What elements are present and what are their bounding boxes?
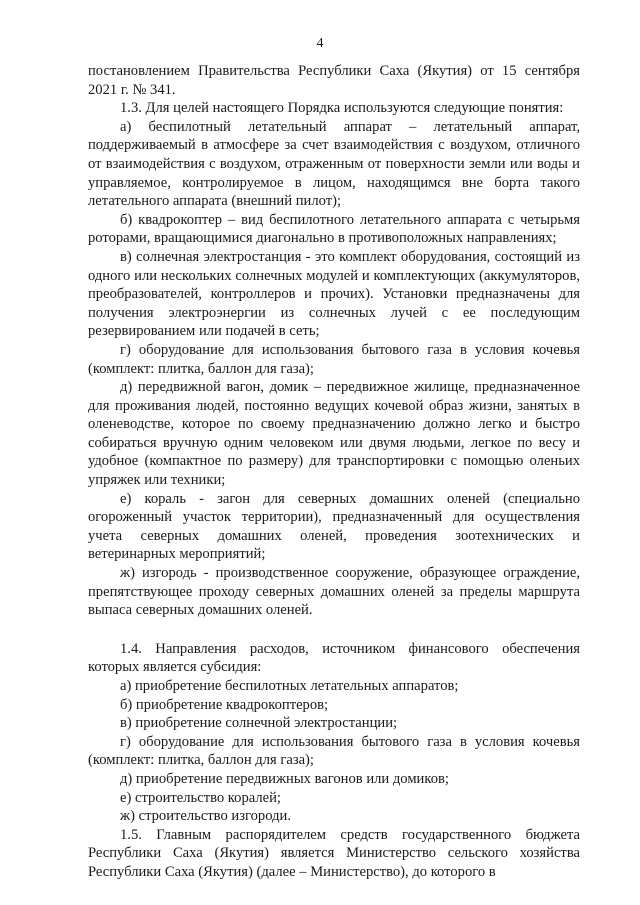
expense-d: д) приобретение передвижных вагонов или домиков; <box>120 770 449 787</box>
page-number: 4 <box>316 36 324 51</box>
paragraph-1-4: 1.4. Направления расходов, источником финансового обеспечения которых является субсидия: <box>88 640 580 676</box>
expense-g: г) оборудование для использования бытового газа в условия кочевья (комплект: плитка, баллон для газа); <box>88 733 580 769</box>
definition-b-quadcopter: б) квадрокоптер – вид беспилотного летательного аппарата с четырьмя роторами, вращающимися диагонально в противоположных направлениях; <box>88 211 580 247</box>
definition-zh-fence: ж) изгородь - производственное сооружение, образующее ограждение, препятствующее проходу северных домашних оленей за пределы маршрута выпаса северных домашних оленей. <box>88 565 580 619</box>
expense-b: б) приобретение квадрокоптеров; <box>120 696 329 713</box>
definition-d-mobile-wagon: д) передвижной вагон, домик – передвижное жилище, предназначенное для проживания людей, постоянно ведущих кочевой образ жизни, занятых в оленеводстве, которое по своему предназначению должно легко и быстро собираться вручную одним человеком или двумя людьми, легкое по весу и удобное (компактное по размеру) для транспортировки с помощью оленьих упряжек или техники; <box>88 379 580 489</box>
expense-zh: ж) строительство изгороди. <box>120 808 291 825</box>
document-body <box>88 62 580 882</box>
paragraph-1-3: 1.3. Для целей настоящего Порядка используются следующие понятия: <box>120 100 564 117</box>
definition-g-gas-equipment: г) оборудование для использования бытового газа в условия кочевья (комплект: плитка, баллон для газа); <box>88 341 580 377</box>
definition-v-solar-station: в) солнечная электростанция - это комплект оборудования, состоящий из одного или нескольких солнечных модулей и комплектующих (аккумуляторов, преобразователей, контроллеров и прочих). Установки предназначены для получения электроэнергии из солнечных лучей с ее последующим резервированием или подачей в сеть; <box>88 248 580 340</box>
expense-e: е) строительство коралей; <box>120 789 281 806</box>
expense-v: в) приобретение солнечной электростанции; <box>120 715 398 732</box>
definition-e-corral: е) кораль - загон для северных домашних оленей (специально огороженный участок территории), предназначенный для осуществления учета северных домашних оленей, проведения зоотехнических и ветеринарных мероприятий; <box>88 490 580 563</box>
expense-a: а) приобретение беспилотных летательных аппаратов; <box>120 678 459 694</box>
paragraph-decree-reference: постановлением Правительства Республики Саха (Якутия) от 15 сентября 2021 г. № 341. <box>88 63 580 98</box>
definition-a-uav: а) беспилотный летательный аппарат – летательный аппарат, поддерживаемый в атмосфере за счет взаимодействия с воздухом, отличного от взаимодействия с воздухом, отраженным от поверхности земли или воды и управляемое, контролируемое в лицом, находящимся вне борта такого летательного аппарата (внешний пилот); <box>88 118 580 210</box>
paragraph-1-5: 1.5. Главным распорядителем средств государственного бюджета Республики Саха (Якутия) является Министерство сельского хозяйства Республики Саха (Якутия) (далее – Министерство), до которого в <box>88 826 580 880</box>
